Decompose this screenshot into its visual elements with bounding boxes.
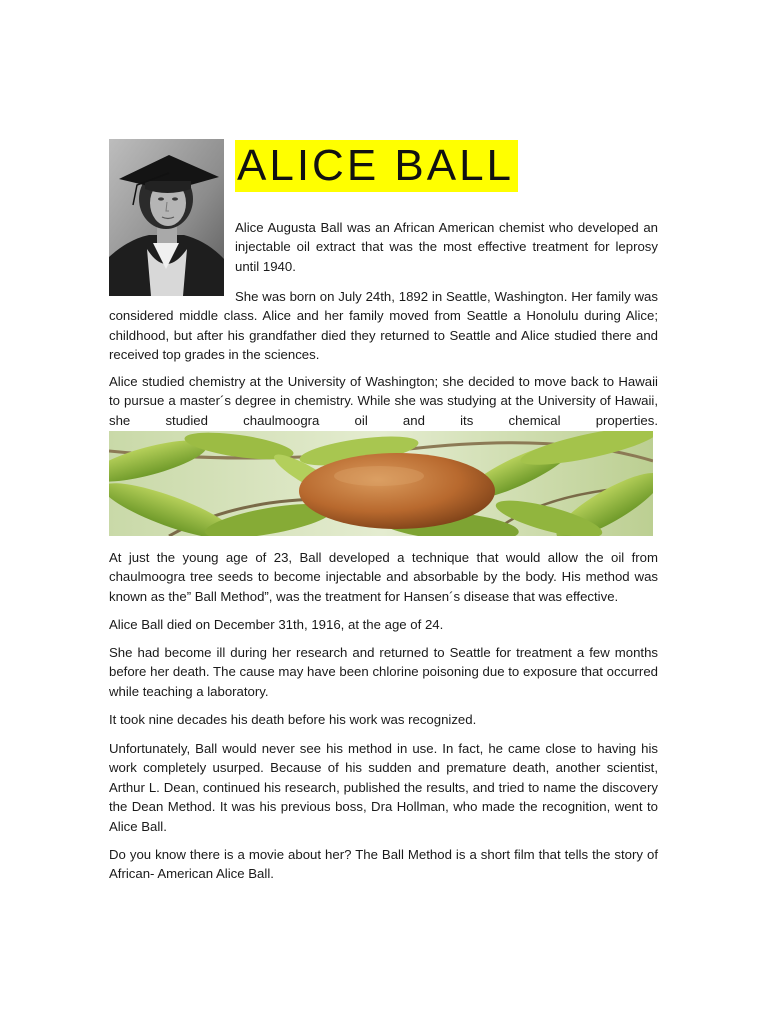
illness-paragraph: She had become ill during her research and returned to Seattle for treatment a few months before her death. The cause may have been chlorine poisoning due to exposure that occurred while teaching a laboratory. xyxy=(109,645,658,699)
movie-paragraph: Do you know there is a movie about her? The Ball Method is a short film that tells the story of African- American Alice Ball. xyxy=(109,847,658,882)
page-title: ALICE BALL xyxy=(235,140,518,192)
ball-method-paragraph: At just the young age of 23, Ball developed a technique that would allow the oil from chaulmoogra tree seeds to become injectable and absorbable by the body. His method was known as the” Ball Method”, was the treatment for Hansen´s disease that was effective. xyxy=(109,550,658,604)
education-paragraph: Alice studied chemistry at the University of Washington; she decided to move back to Hawaii to pursue a master´s degree in chemistry. While she was studying at the University of Hawaii, she studied chaulmoogra oil and its chemical properties. xyxy=(109,374,658,428)
birth-paragraph: She was born on July 24th, 1892 in Seattle, Washington. Her family was considered middle class. Alice and her family moved from Seattle a Honolulu during Alice; childhood, but after his grandfather died they returned to Seattle and Alice studied there and received top grades in the sciences. xyxy=(109,289,658,363)
death-paragraph: Alice Ball died on December 31th, 1916, at the age of 24. xyxy=(109,617,444,632)
portrait-illustration xyxy=(109,139,224,296)
leaves-illustration xyxy=(109,431,653,536)
portrait-photo xyxy=(109,139,224,296)
dean-method-paragraph: Unfortunately, Ball would never see his method in use. In fact, he came close to having his work completely usurped. Because of his sudden and premature death, another scientist, Arthur L. Dean, continued his research, published the results, and tried to name the discovery the Dean Method. It was his previous boss, Dra Hollman, who made the recognition, went to Alice Ball. xyxy=(109,741,658,834)
intro-paragraph: Alice Augusta Ball was an African American chemist who developed an injectable oil extract that was the most effective treatment for leprosy until 1940. xyxy=(235,220,658,274)
chaulmoogra-seed-image xyxy=(109,431,653,536)
recognition-paragraph: It took nine decades his death before his work was recognized. xyxy=(109,712,477,727)
